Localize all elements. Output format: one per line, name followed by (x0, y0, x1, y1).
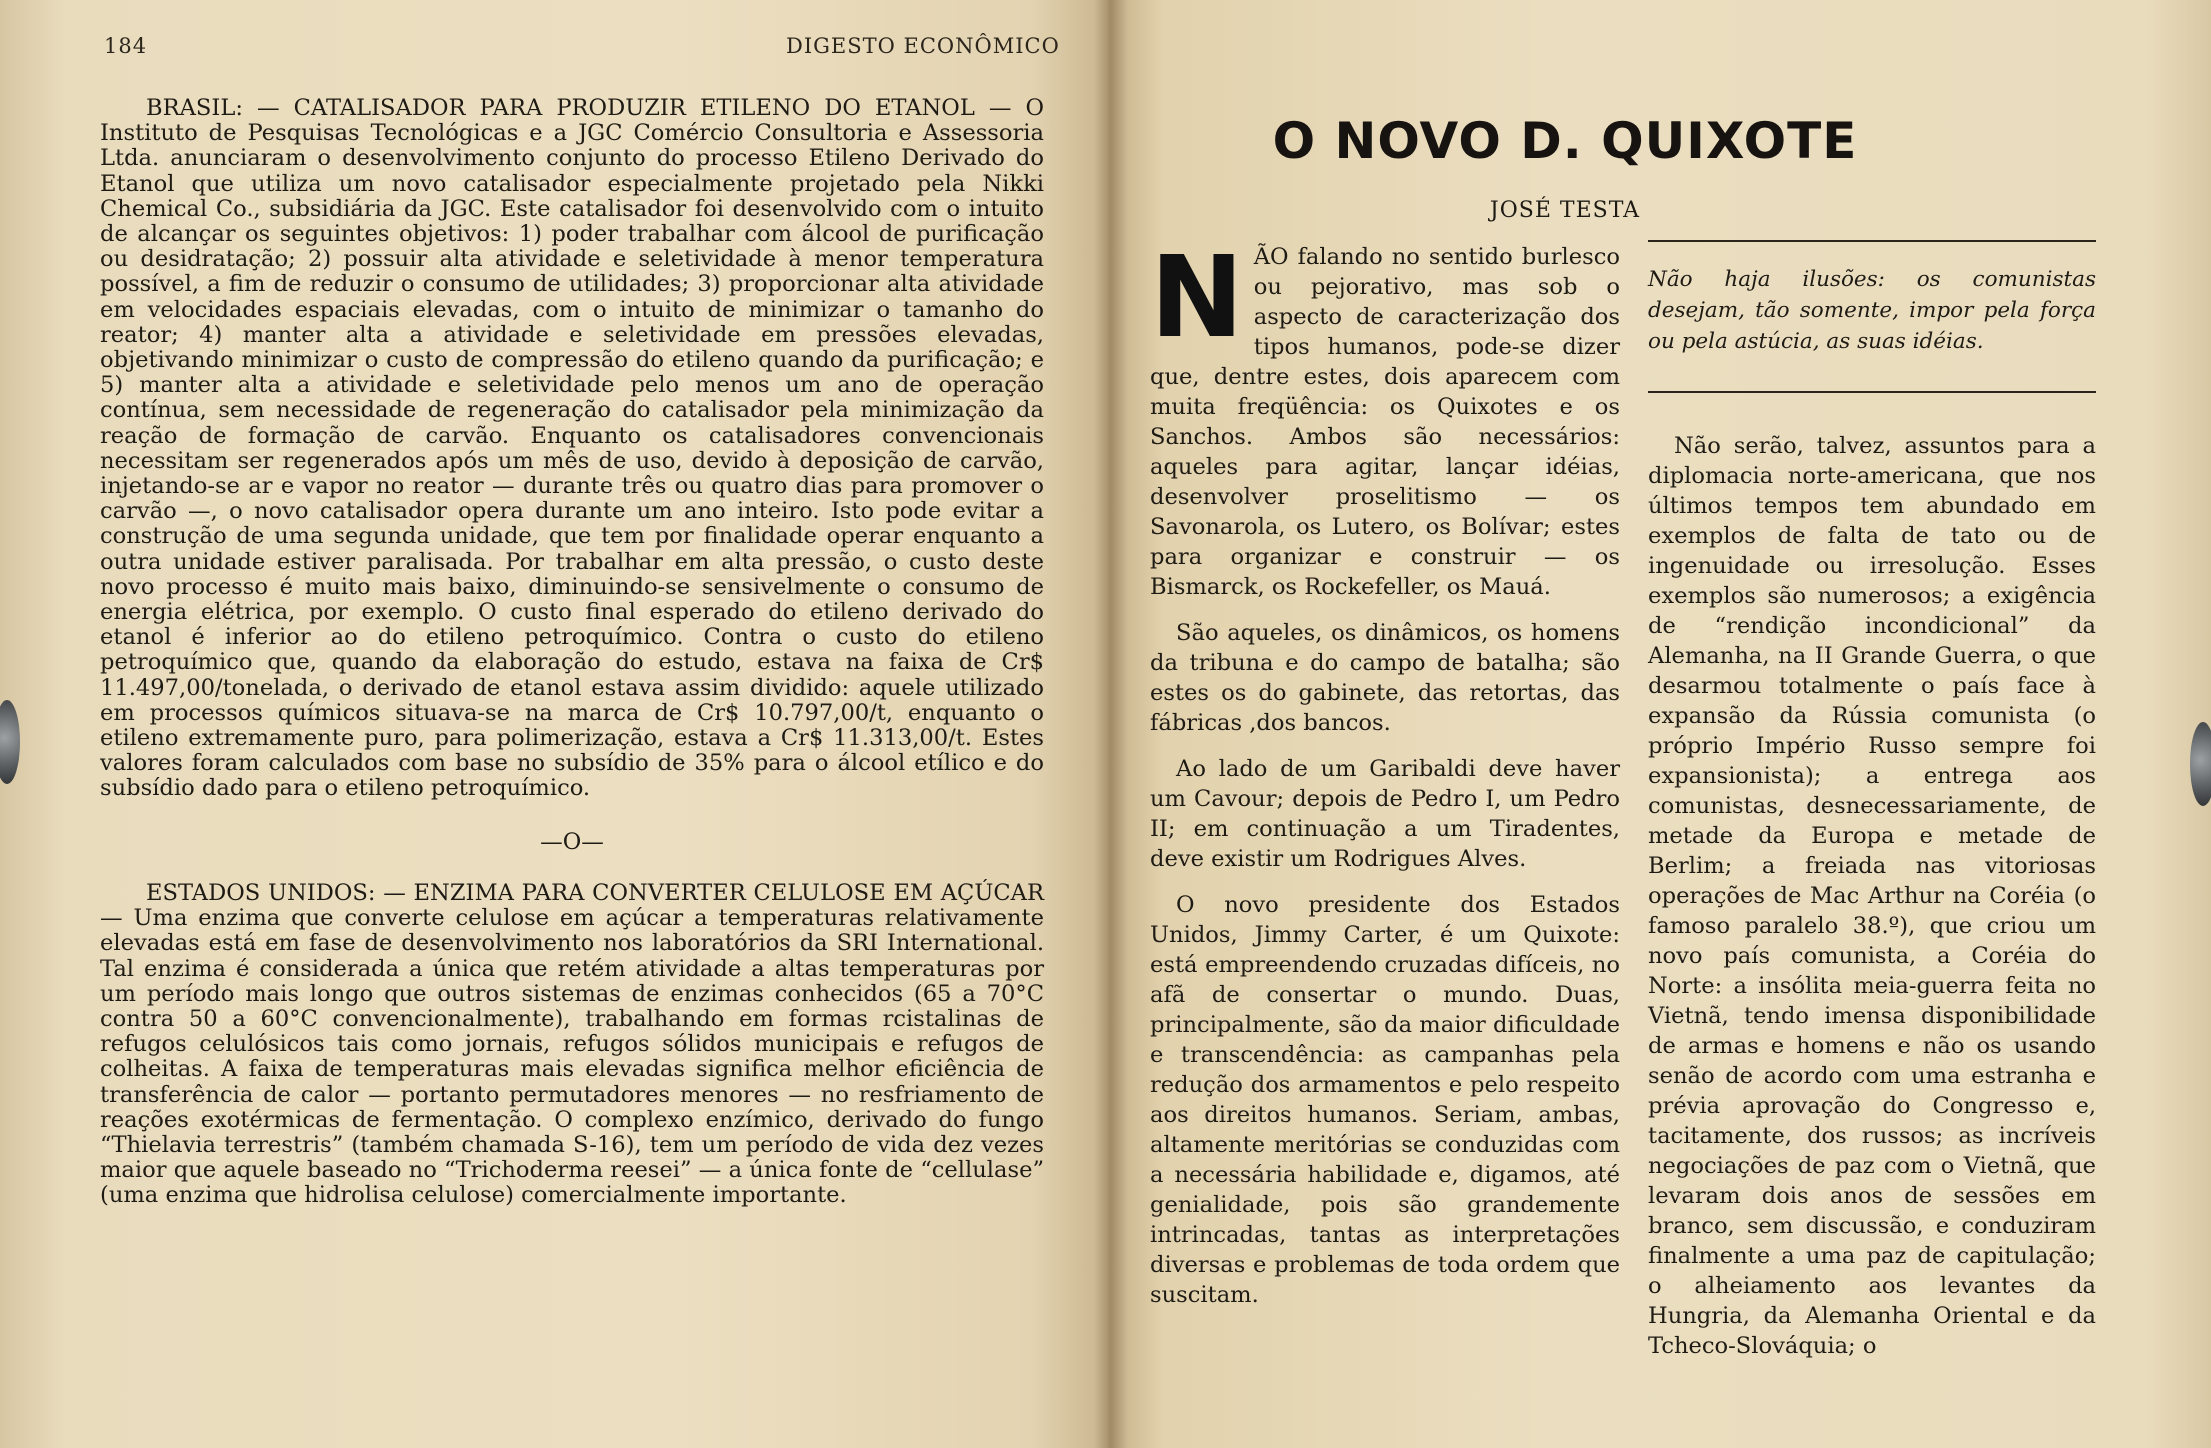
left-page-body (100, 96, 1044, 1209)
article-column-2 (1648, 240, 2096, 1361)
drop-cap: N (1150, 233, 1244, 363)
section-separator: —O— (540, 828, 604, 855)
pull-quote-rule-top (1648, 240, 2096, 242)
running-header-journal: DIGESTO ECONÔMICO (786, 34, 1060, 58)
paragraph-1 (1150, 233, 1620, 602)
article-column-1 (1150, 233, 1620, 1326)
article-brasil-etileno: BRASIL: — CATALISADOR PARA PRODUZIR ETILENO DO ETANOL — O Instituto de Pesquisas Tecnológicas e a JGC Comércio Consultoria e Assessoria Ltda. anunciaram o desenvolvimento conjunto do processo Etileno Derivado do Etanol que utiliza um novo catalisador especialmente projetado pela Nikki Chemical Co., subsidiária da JGC. Este catalisador foi desenvolvido com o intuito de alcançar os seguintes objetivos: 1) poder trabalhar com álcool de purificação ou desidratação; 2) possuir alta atividade e seletividade à menor temperatura possível, a fim de reduzir o consumo de utilidades; 3) proporcionar alta atividade em velocidades espaciais elevadas, com o intuito de minimizar o tamanho do reator; 4) manter alta a atividade e seletividade em pressões elevadas, objetivando minimizar o custo de compressão do etileno quando da purificação; e 5) manter alta a atividade e seletividade pelo menos um ano de operação contínua, sem necessidade de regeneração do catalisador pela minimização da reação de formação de carvão. Enquanto os catalisadores convencionais necessitam ser regenerados após um mês de uso, devido à deposição de carvão, injetando-se ar e vapor no reator — durante três ou quatro dias para promover o carvão —, o novo catalisador opera durante um ano inteiro. Isto pode evitar a construção de uma segunda unidade, que tem por finalidade operar enquanto a outra unidade estiver paralisada. Por trabalhar em alta pressão, o custo deste novo processo é muito mais baixo, diminuindo-se sensivelmente o consumo de energia elétrica, por exemplo. O custo final esperado do etileno derivado do etanol é inferior ao do etileno petroquímico. Contra o custo do etileno petroquímico que, quando da elaboração do estudo, estava na faixa de Cr$ 11.497,00/tonelada, o derivado de etanol estava assim dividido: aquele utilizado em processos químicos situava-se na marca de Cr$ 10.797,00/t, enquanto o etileno extremamente puro, para polimerização, estava a Cr$ 11.313,00/t. Estes valores foram calculados com base no subsídio de 35% para o álcool etílico e do subsídio dado para o etileno petroquímico. (100, 95, 1044, 802)
paragraph-1-text: ÃO falando no sentido burlesco ou pejorativo, mas sob o aspecto de caracterização dos tipos humanos, pode-se dizer que, dentre estes, dois aparecem com muita freqüência: os Quixotes e os Sanchos. Ambos são necessários: aqueles para agitar, lançar idéias, desenvolver proselitismo — os Savonarola, os Lutero, os Bolívar; estes para organizar e construir — os Bismarck, os Rockefeller, os Mauá. (1150, 244, 1620, 600)
paragraph-4: O novo presidente dos Estados Unidos, Jimmy Carter, é um Quixote: está empreendendo cruzadas difíceis, no afã de consertar o mundo. Duas, principalmente, são da maior dificuldade e transcendência: as campanhas pela redução dos armamentos e pelo respeito aos direitos humanos. Seriam, ambas, altamente meritórias se conduzidas com a necessária habilidade e, digamos, até genialidade, pois são grandemente intrincadas, tantas as interpretações diversas e problemas de toda ordem que suscitam. (1150, 892, 1620, 1308)
pull-quote: Não haja ilusões: os comunistas desejam, tão somente, impor pela força ou pela astúcia, as suas idéias. (1648, 267, 2096, 354)
article-title: O NOVO D. QUIXOTE (1272, 112, 1858, 170)
pull-quote-rule-bottom (1648, 391, 2096, 393)
article-author: JOSÉ TESTA (1489, 198, 1641, 223)
column-2-body (1648, 431, 2096, 1361)
binder-clip-right (2190, 722, 2211, 806)
paragraph-2: São aqueles, os dinâmicos, os homens da tribuna e do campo de batalha; são estes os do gabinete, das retortas, das fábricas ,dos bancos. (1150, 620, 1620, 736)
paragraph-5: Não serão, talvez, assuntos para a diplomacia norte-americana, que nos últimos tempos tem abundado em exemplos de falta de tato ou de ingenuidade ou irresolução. Esses exemplos são numerosos; a exigência de “rendição incondicional” da Alemanha, na II Grande Guerra, o que desarmou totalmente o país face à expansão da Rússia comunista (o próprio Império Russo sempre foi expansionista); a entrega aos comunistas, desnecessariamente, de metade da Europa e metade de Berlim; a freiada nas vitoriosas operações de Mac Arthur na Coréia (o famoso paralelo 38.º), que criou um novo país comunista, a Coréia do Norte: a insólita meia-guerra feita no Vietnã, tendo imensa disponibilidade de armas e homens e não os usando senão de acordo com uma estranha e prévia aprovação do Congresso e, tacitamente, dos russos; as incríveis negociações de paz com o Vietnã, que levaram dois anos de sessões em branco, sem discussão, e conduziram finalmente a uma paz de capitulação; o alheiamento aos levantes da Hungria, da Alemanha Oriental e da Tcheco-Slováquia; o (1648, 433, 2096, 1359)
article-eua-enzima: ESTADOS UNIDOS: — ENZIMA PARA CONVERTER CELULOSE EM AÇÚCAR — Uma enzima que converte celulose em açúcar a temperaturas relativamente elevadas está em fase de desenvolvimento nos laboratórios da SRI International. Tal enzima é considerada a única que retém atividade a altas temperaturas por um período mais longo que outros sistemas de enzimas conhecidos (65 a 70°C contra 50 a 60°C convencionalmente), trabalhando em formas rcistalinas de refugos celulósicos tais como jornais, refugos sólidos municipais e refugos de colheitas. A faixa de temperaturas mais elevadas significa melhor eficiência de transferência de calor — portanto permutadores menores — no resfriamento de reações exotérmicas de fermentação. O complexo enzímico, derivado do fungo “Thielavia terrestris” (também chamada S-16), tem um período de vida dez vezes maior que aquele baseado no “Trichoderma reesei” — a única fonte de “cellulase” (uma enzima que hidrolisa celulose) comercialmente importante. (100, 879, 1044, 1209)
page-number: 184 (104, 34, 148, 58)
book-gutter (1094, 0, 1128, 1448)
paragraph-3: Ao lado de um Garibaldi deve haver um Cavour; depois de Pedro I, um Pedro II; em continuação a um Tiradentes, deve existir um Rodrigues Alves. (1150, 756, 1620, 872)
